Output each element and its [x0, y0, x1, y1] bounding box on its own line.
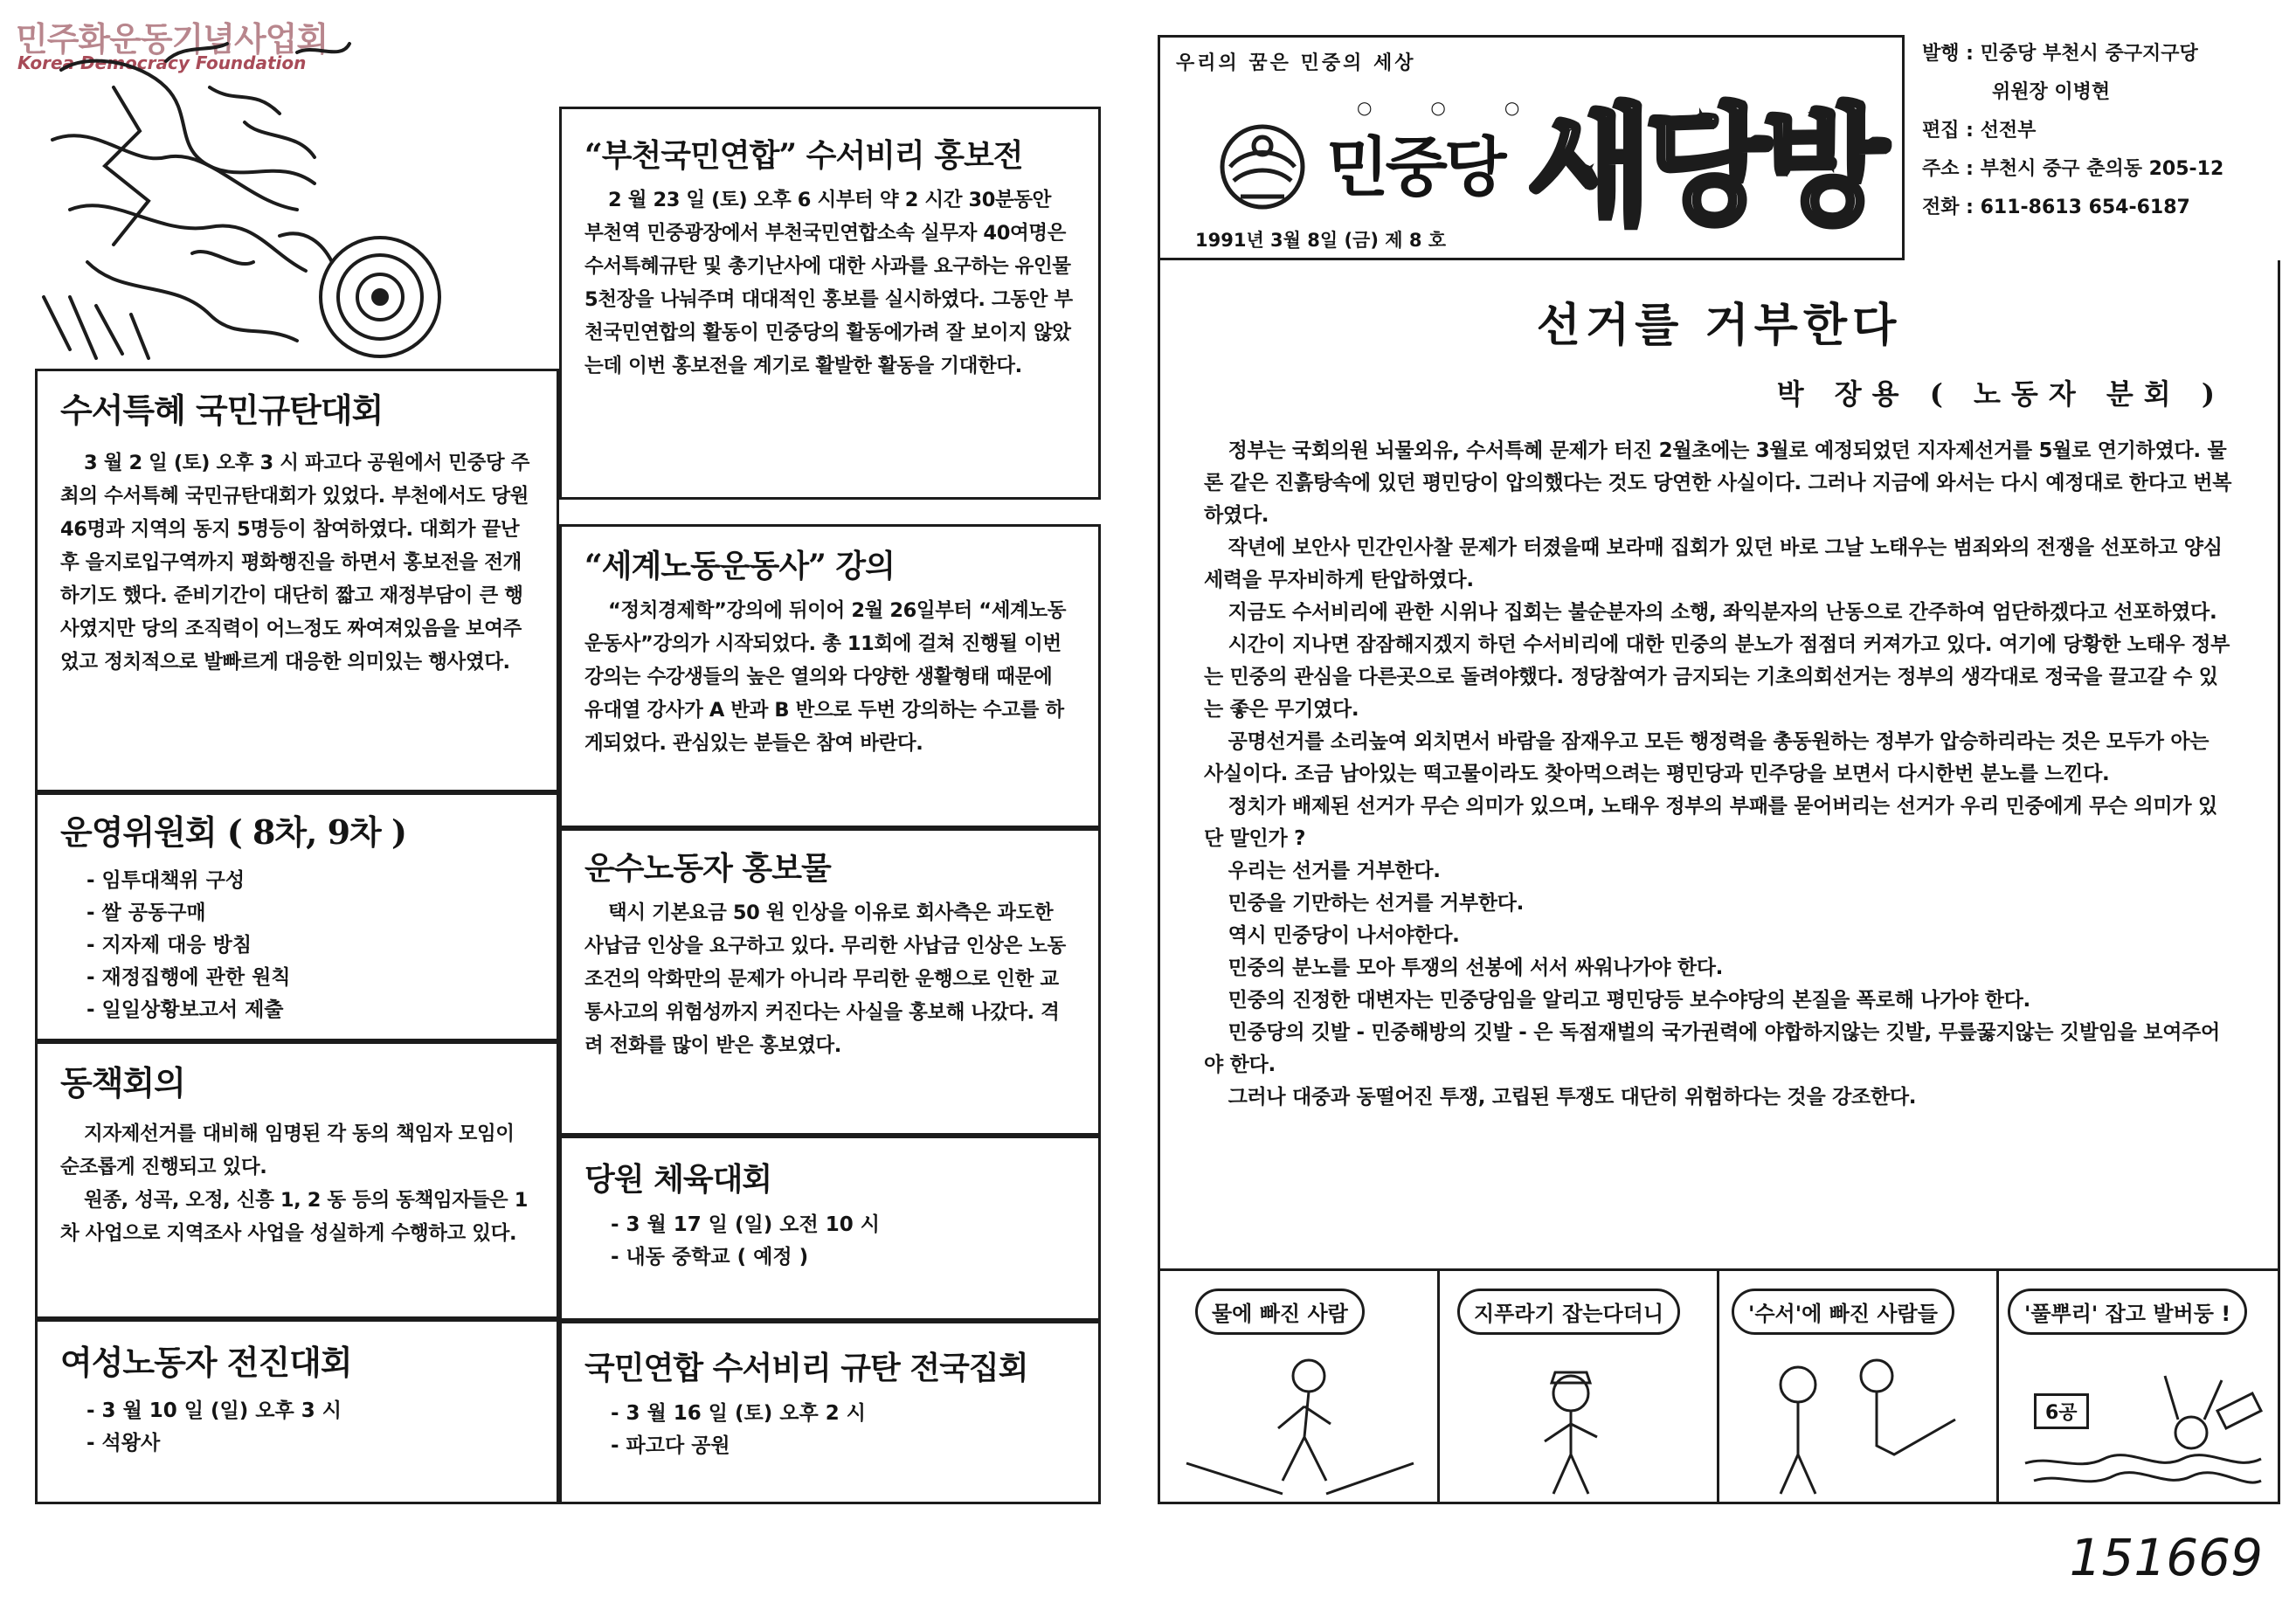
list-item: - 지자제 대응 방침: [86, 933, 252, 957]
list-item: - 내동 중학교 ( 예정 ): [611, 1246, 809, 1269]
comic-panel: [1160, 1271, 1440, 1502]
section-body: [584, 594, 1075, 760]
section-title: 운영위원회 ( 8차, 9차 ): [60, 812, 406, 852]
paragraph: 우리는 선거를 거부한다.: [1228, 860, 1441, 882]
paragraph: 원종, 성곡, 오정, 신흥 1, 2 동 등의 동책임자들은 1 차 사업으로 지역조사 사업을 성실하게 수행하고 있다.: [60, 1188, 528, 1245]
list-item: - 3 월 17 일 (일) 오전 10 시: [611, 1213, 880, 1237]
illustration-sketch: [35, 35, 446, 367]
archive-number: 151669: [2069, 1528, 2263, 1587]
publisher-line: 전화 : 611-8613 654-6187: [1922, 197, 2190, 218]
section-women-workers: [35, 1319, 559, 1504]
paragraph: 역시 민중당이 나서야한다.: [1228, 924, 1460, 947]
paragraph: 택시 기본요금 50 원 인상을 이유로 회사측은 과도한 사납금 인상을 요구하고 있다. 무리한 사납금 인상은 노동조건의 악화만의 문제가 아니라 무리한 운행으로 인한 교통사고의 위험성까지 커진다는 사실을 홍보해 나갔다. 격려 전화를 많이 받은 홍보였다.: [584, 902, 1066, 1058]
publisher-info: [1922, 35, 2272, 227]
figure-drawing: [1457, 1332, 1702, 1498]
section-bucheon-alliance: [559, 107, 1101, 500]
section-title: “부천국민연합” 수서비리 홍보전: [584, 137, 1023, 174]
list-item: - 석왕사: [86, 1431, 161, 1454]
paragraph: 민중의 진정한 대변자는 민중당임을 알리고 평민당등 보수야당의 본질을 폭로해 나가야 한다.: [1228, 989, 2030, 1012]
paragraph: 공명선거를 소리높여 외치면서 바람을 잠재우고 모든 행정력을 총동원하는 정부가 압승하리라는 것은 모두가 아는 사실이다. 조금 남아있는 떡고물이라도 찾아먹으려는 평민당과 민주당을 보면서 다시한번 분노를 느낀다.: [1204, 730, 2210, 785]
comic-panel: [1719, 1271, 1999, 1502]
section-title: 수서특혜 국민규탄대회: [60, 390, 384, 430]
section-dong-meeting: [35, 1041, 559, 1319]
comic-panel: [1440, 1271, 1719, 1502]
list-item: - 재정집행에 관한 원칙: [86, 965, 291, 989]
list-item: - 쌀 공동구매: [86, 901, 206, 924]
event-details: [584, 1398, 1075, 1462]
section-body: [584, 896, 1075, 1062]
paragraph: 민중을 기만하는 선거를 거부한다.: [1228, 892, 1525, 915]
paragraph: 정부는 국회의원 뇌물외유, 수서특혜 문제가 터진 2월초에는 3월로 예정되었던 지자제선거를 5월로 연기하였다. 물론 같은 진흙탕속에 있던 평민당이 압의했다는 것도 당연한 사실이다. 그러나 지금에 와서는 다시 예정대로 한다고 번복하였다.: [1204, 439, 2232, 527]
section-labor-history-lecture: [559, 524, 1101, 828]
section-title: 국민연합 수서비리 규탄 전국집회: [584, 1350, 1028, 1386]
newsletter-title: 새당방: [1527, 90, 1881, 242]
section-sports-day: [559, 1136, 1101, 1321]
section-body: [60, 446, 534, 679]
editorial-author: 박 장용 ( 노동자 분회 ): [1776, 377, 2225, 411]
section-body: [60, 1117, 534, 1250]
masthead: [1158, 35, 1905, 260]
paragraph: 3 월 2 일 (토) 오후 3 시 파고다 공원에서 민중당 주최의 수서특혜 국민규탄대회가 있었다. 부천에서도 당원 46명과 지역의 동지 5명등이 참여하였다. 대회가 끝난후 을지로입구역까지 평화행진을 하면서 홍보전을 전개하기도 했다. 준비기간이 대단히 짧고 재정부담이 큰 행사였지만 당의 조직력이 어느정도 짜여져있음을 보여주었고 정치적으로 발빠르게 대응한 의미있는 행사였다.: [60, 451, 529, 674]
section-title: 여성노동자 전진대회: [60, 1343, 352, 1382]
section-title: 당원 체육대회: [584, 1161, 772, 1198]
list-item: - 3 월 16 일 (토) 오후 2 시: [611, 1402, 866, 1426]
masthead-slogan: 우리의 꿈은 민중의 세상: [1176, 52, 1416, 74]
paragraph: 민중의 분노를 모아 투쟁의 선봉에 서서 싸워나가야 한다.: [1228, 957, 1724, 979]
paragraph: 작년에 보안사 민간인사찰 문제가 터졌을때 보라매 집회가 있던 바로 그날 노태우는 범죄와의 전쟁을 선포하고 양심세력을 무자비하게 탄압하였다.: [1204, 536, 2223, 591]
section-title: 운수노동자 홍보물: [584, 850, 831, 887]
masthead-dots: ○ ○ ○: [1357, 97, 1546, 118]
speech-bubble: '풀뿌리' 잡고 발버둥 !: [2008, 1289, 2247, 1335]
party-emblem-icon: [1214, 113, 1311, 218]
publisher-line: 위원장 이병현: [1992, 81, 2111, 103]
section-title: 동책회의: [60, 1063, 185, 1102]
paragraph: 민중당의 깃발 - 민중해방의 깃발 - 은 독점재벌의 국가권력에 야합하지않는 깃발, 무릎꿇지않는 깃발임을 보여주어야 한다.: [1204, 1021, 2220, 1076]
paragraph: 그러나 대중과 동떨어진 투쟁, 고립된 투쟁도 대단히 위험하다는 것을 강조한다.: [1228, 1086, 1917, 1109]
paragraph: “정치경제학”강의에 뒤이어 2월 26일부터 “세계노동운동사”강의가 시작되었다. 총 11회에 걸쳐 진행될 이번 강의는 수강생들의 높은 열의와 다양한 생활형태 때문에 유대열 강사가 A 반과 B 반으로 두번 강의하는 수고를 하게되었다. 관심있는 분들은 참여 바란다.: [584, 599, 1067, 756]
comic-panel: [1999, 1271, 2283, 1502]
event-details: [60, 1395, 534, 1460]
speech-bubble: 지푸라기 잡는다더니: [1457, 1289, 1680, 1335]
paragraph: 지금도 수서비리에 관한 시위나 집회는 불순분자의 소행, 좌익분자의 난동으로 간주하여 엄단하겠다고 선포하였다.: [1228, 601, 2217, 624]
comic-strip: [1158, 1268, 2280, 1504]
publisher-line: 발행 : 민중당 부천시 중구지구당: [1922, 43, 2198, 65]
paragraph: 시간이 지나면 잠잠해지겠지 하던 수서비리에 대한 민중의 분노가 점점더 커져가고 있다. 여기에 당황한 노태우 정부는 민중의 관심을 다른곳으로 돌려야했다. 정당참여가 금지되는 기초의회선거는 정부의 생각대로 정국을 끌고갈 수 있는 좋은 무기였다.: [1204, 633, 2230, 721]
paragraph: 지자제선거를 대비해 임명된 각 동의 책임자 모임이 순조롭게 진행되고 있다.: [60, 1122, 515, 1178]
editorial-body: [1204, 435, 2234, 1114]
paragraph: 정치가 배제된 선거가 무슨 의미가 있으며, 노태우 정부의 부패를 묻어버리는 선거가 우리 민중에게 무슨 의미가 있단 말인가 ?: [1204, 795, 2217, 850]
figure-drawing: [1737, 1332, 1981, 1498]
list-item: - 임투대책위 구성: [86, 868, 246, 892]
drowning-figure-drawing: [2016, 1350, 2270, 1498]
section-transport-workers: [559, 828, 1101, 1136]
section-body: [584, 183, 1075, 383]
event-details: [584, 1209, 1075, 1274]
speech-bubble: '수서'에 빠진 사람들: [1732, 1289, 1954, 1335]
list-item: - 일일상황보고서 제출: [86, 998, 284, 1021]
list-item: - 파고다 공원: [611, 1434, 730, 1458]
watermark-korean: 민주화운동기념사업회: [16, 20, 328, 59]
publisher-line: 편집 : 선전부: [1922, 120, 2037, 142]
agenda-list: [60, 865, 534, 1026]
party-name: 민중당: [1326, 130, 1504, 205]
section-title: “세계노동운동사” 강의: [584, 548, 895, 584]
watermark-english: Korea Democracy Foundation: [17, 52, 307, 73]
editorial-title: 선거를 거부한다: [1536, 299, 1902, 352]
issue-date: 1991년 3월 8일 (금) 제 8 호: [1195, 230, 1447, 251]
paragraph: 2 월 23 일 (토) 오후 6 시부터 약 2 시간 30분동안 부천역 민중광장에서 부천국민연합소속 실무자 40여명은 수서특혜규탄 및 총기난사에 대한 사과를 요구하는 유인물 5천장을 나눠주며 대대적인 홍보를 실시하였다. 그동안 부천국민연합의 활동이 민중당의 활동에가려 잘 보이지 않았는데 이번 홍보전을 계기로 활발한 활동을 기대한다.: [584, 189, 1073, 378]
publisher-line: 주소 : 부천시 중구 춘의동 205-12: [1922, 158, 2224, 180]
sign-6gong: 6공: [2034, 1393, 2089, 1429]
section-steering-committee: [35, 792, 559, 1041]
list-item: - 3 월 10 일 (일) 오후 3 시: [86, 1399, 342, 1422]
figure-drawing: [1178, 1332, 1422, 1498]
section-national-rally: [559, 1321, 1101, 1504]
editorial: [1158, 260, 2280, 1271]
section-suseo-rally: [35, 369, 559, 792]
speech-bubble: 물에 빠진 사람: [1195, 1289, 1365, 1335]
